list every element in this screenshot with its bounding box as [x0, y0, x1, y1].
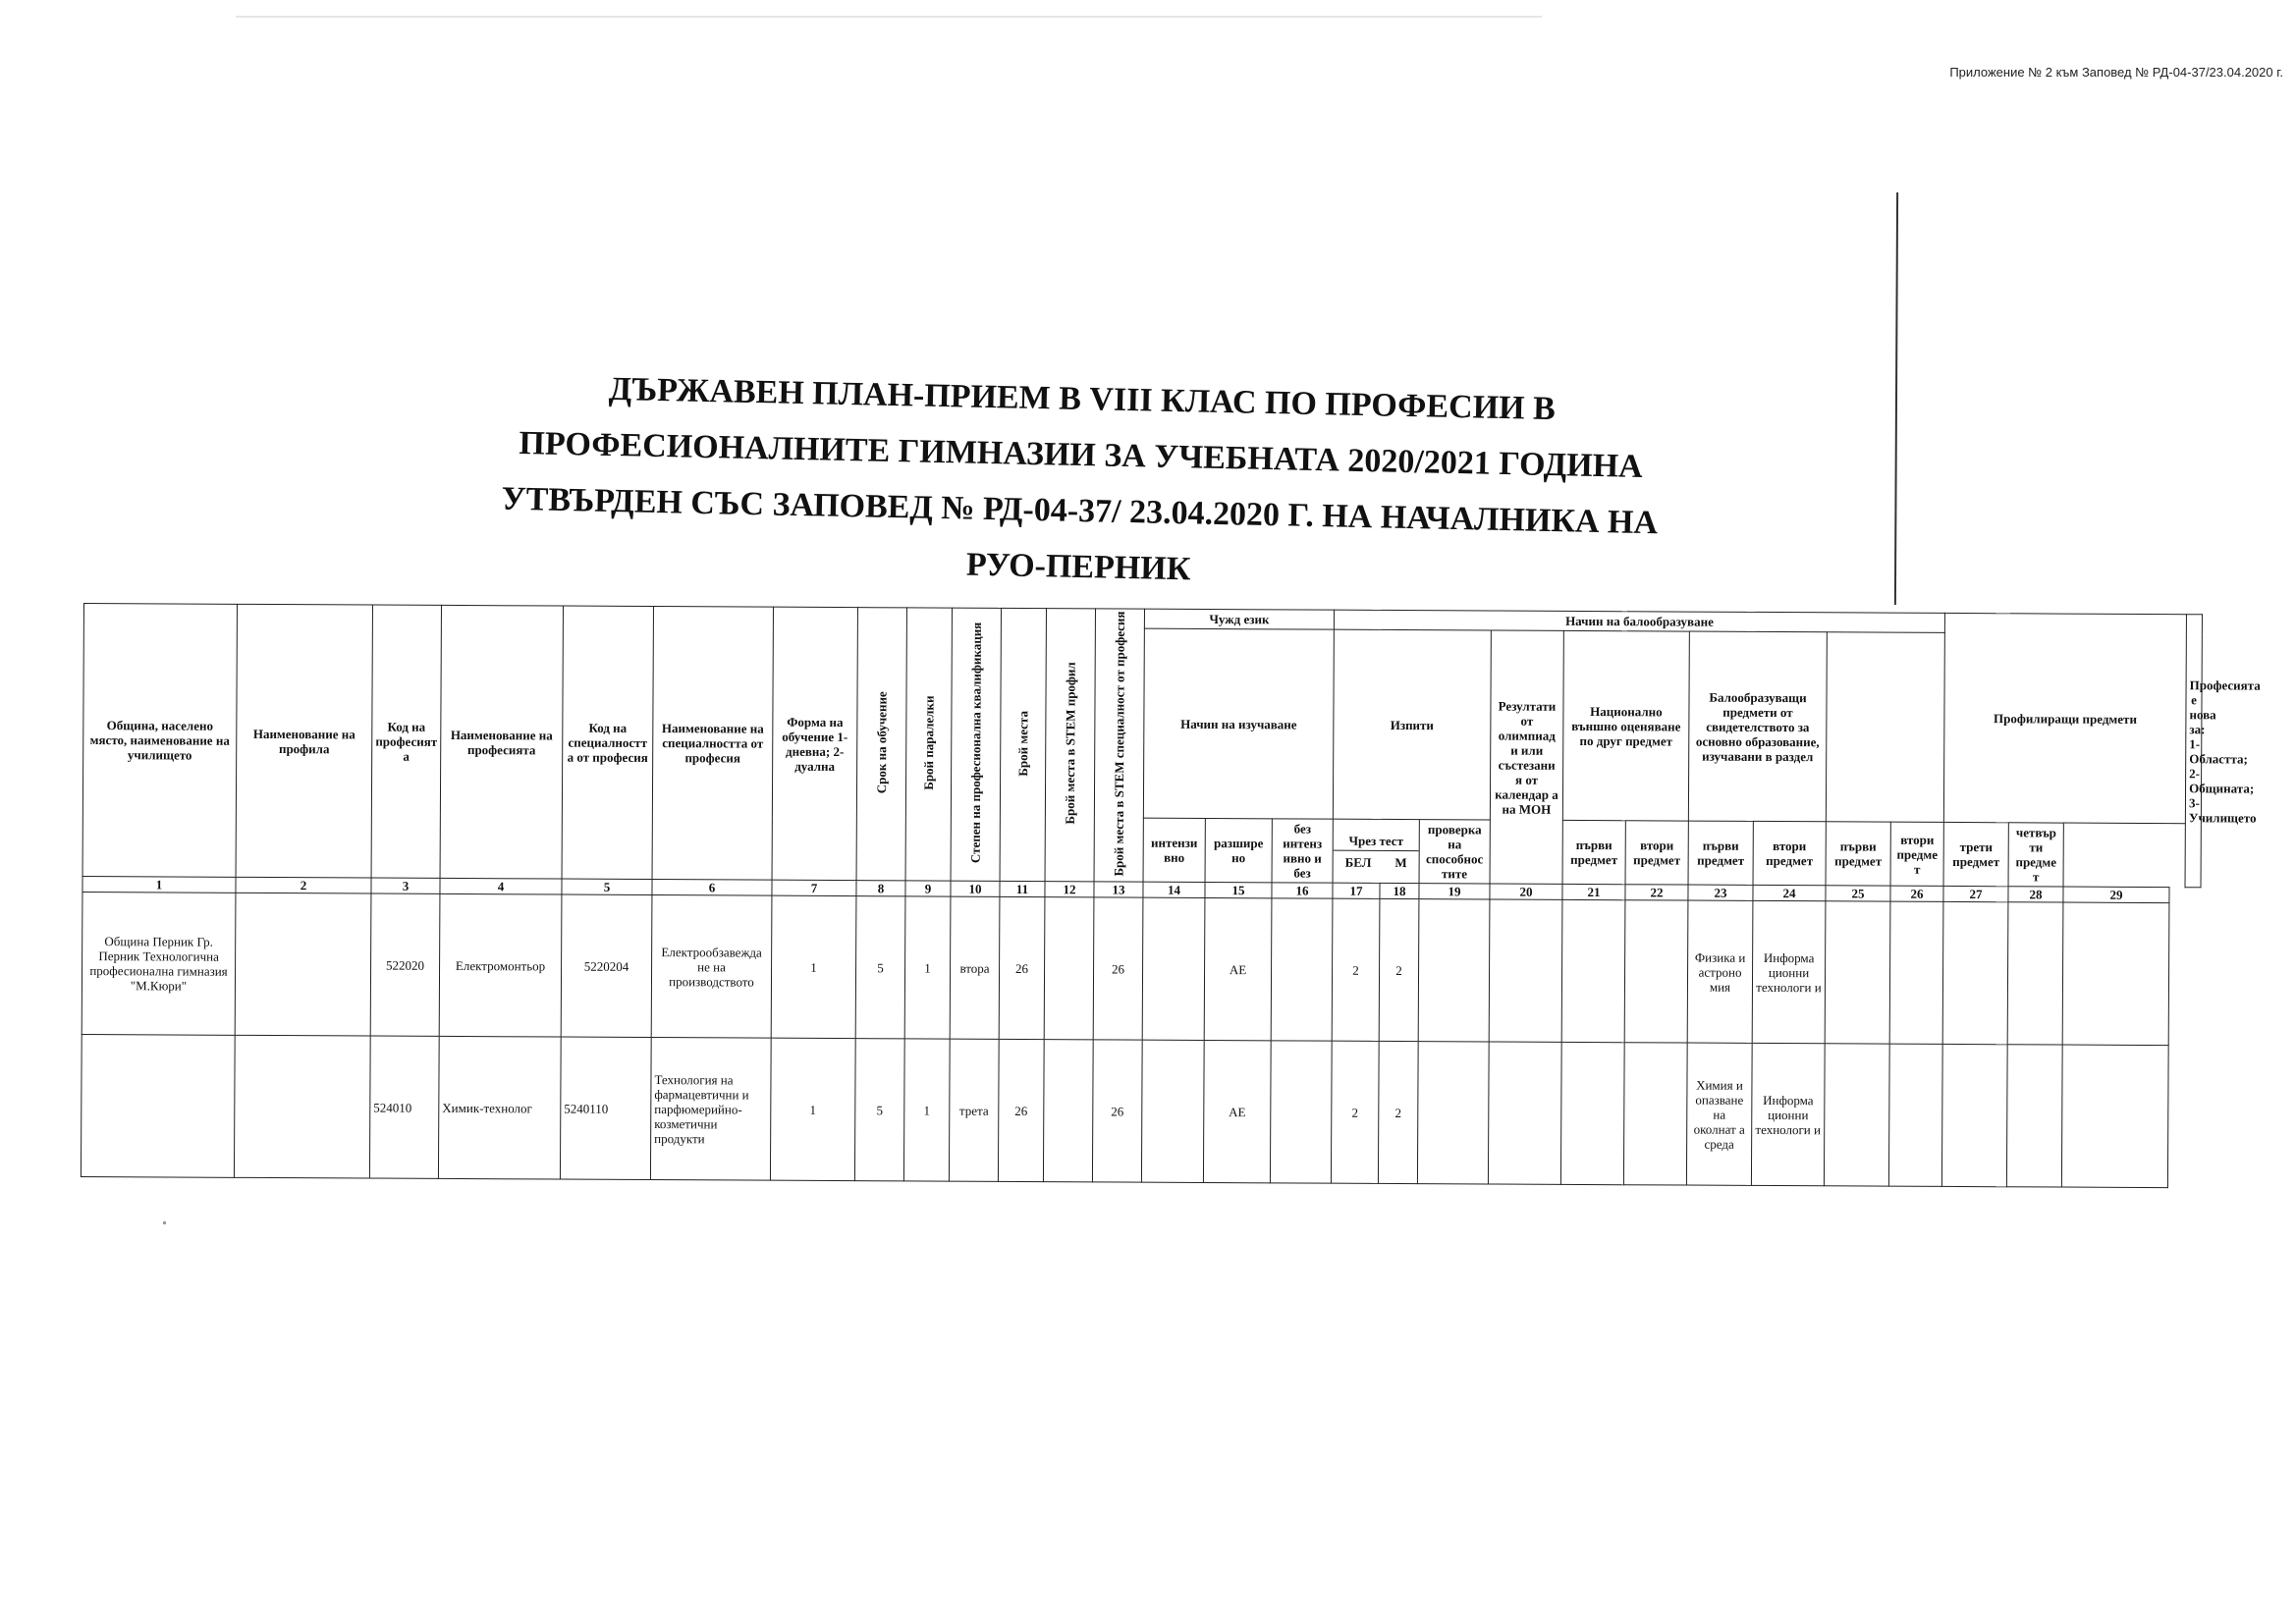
col-num: 12 [1045, 882, 1094, 897]
cell-term: 5 [855, 896, 905, 1039]
col-num: 14 [1143, 882, 1205, 897]
cell-nvo-second [1624, 900, 1688, 1043]
col-num: 6 [652, 880, 772, 896]
col-num: 21 [1562, 884, 1625, 899]
col-num: 29 [2063, 887, 2169, 903]
col-num: 25 [1826, 886, 1890, 901]
header-profession-name: Наименование на професията [440, 605, 563, 879]
header-cert-second: втори предмет [1753, 821, 1826, 885]
cell-stem-profile [1043, 1040, 1093, 1182]
cell-nvo-first [1560, 1042, 1624, 1184]
cell-term: 5 [854, 1039, 904, 1181]
header-nvo: Национално външно оценяване по друг предмет [1562, 630, 1689, 821]
header-specialty-code: Код на специалностт а от професия [562, 606, 653, 879]
cell-specialty-name: Електрообзавежда не на производството [651, 895, 772, 1039]
header-bel: БЕЛ [1344, 854, 1372, 870]
cell-new-for [2062, 902, 2169, 1046]
cell-degree: втора [950, 896, 1000, 1039]
col-num: 15 [1205, 882, 1272, 897]
col-num: 17 [1333, 883, 1380, 898]
cell-extended: АЕ [1203, 1040, 1271, 1182]
cell-cert-first: Химия и опазване на околнат а среда [1686, 1043, 1752, 1185]
document-title [410, 357, 1750, 609]
cell-profiling-second [1889, 901, 1943, 1044]
header-profiling-second: втори предме т [1890, 822, 1943, 886]
col-num: 8 [856, 881, 905, 896]
scan-speck [163, 1221, 166, 1224]
col-num: 4 [440, 878, 562, 894]
cell-profession-name: Химик-технолог [438, 1036, 561, 1179]
cell-ability [1418, 899, 1490, 1042]
annex-reference: Приложение № 2 към Заповед № РД-04-37/23.04.2020 г. [1949, 65, 2283, 80]
cell-profession-name: Електромонтьор [439, 893, 562, 1037]
col-num: 20 [1490, 884, 1562, 899]
col-num: 2 [236, 877, 371, 893]
header-nvo-first: първи предмет [1562, 820, 1625, 884]
header-profiling-fourth: четвър ти предме т [2008, 823, 2063, 887]
header-by-test-label: Чрез тест [1348, 833, 1404, 848]
header-profile: Наименование на профила [236, 604, 372, 878]
title-line-1: ДЪРЖАВЕН ПЛАН-ПРИЕМ В VIII КЛАС ПО ПРОФЕСИИ В [608, 370, 1557, 428]
col-num: 5 [562, 879, 652, 894]
cell-degree: трета [949, 1039, 999, 1181]
cell-math: 2 [1378, 1041, 1418, 1183]
header-without-intensive: без интенз ивно и без [1272, 819, 1333, 883]
col-num: 24 [1753, 885, 1826, 900]
cell-intensive [1142, 897, 1205, 1040]
cell-profile [235, 893, 371, 1036]
header-intensive: интензи вно [1143, 818, 1205, 882]
col-num: 3 [371, 878, 440, 893]
cell-without [1270, 1041, 1332, 1183]
header-class-count: Брой паралелки [905, 608, 952, 881]
cell-classes: 1 [903, 1039, 950, 1181]
header-by-test [1333, 819, 1419, 883]
admission-plan-table [81, 603, 2261, 1188]
cell-stem-spec: 26 [1092, 1040, 1142, 1182]
header-exams: Изпити [1333, 629, 1491, 820]
cell-ability [1417, 1042, 1489, 1184]
cell-profile [234, 1035, 370, 1178]
header-qualification-degree: Степен на професионална квалификация [951, 608, 1001, 881]
header-olympiad-results: Резултати от олимпиад и или състезани я от календар а на МОН [1490, 630, 1563, 884]
cell-math: 2 [1379, 898, 1419, 1041]
cell-new-for [2062, 1045, 2169, 1188]
cell-stem-spec: 26 [1093, 897, 1143, 1040]
cell-profiling-third [1942, 901, 2008, 1044]
col-num: 18 [1380, 883, 1419, 898]
header-certificate-subjects: Балообразуващи предмети от свидетелството за основно образование, изучавани в раздел [1688, 631, 1827, 822]
header-extended: разшире но [1205, 818, 1272, 882]
header-row-1 [83, 604, 2202, 634]
header-stem-profile-places: Брой места в STEM профил [1045, 609, 1095, 882]
col-num: 10 [951, 881, 1000, 896]
header-scoring-method: Начин на балообразуване [1334, 610, 1944, 632]
cell-places: 26 [998, 1039, 1044, 1181]
cell-bel: 2 [1331, 1041, 1379, 1183]
cell-cert-second: Информа ционни технологи и [1751, 1043, 1825, 1185]
col-num: 23 [1688, 885, 1753, 900]
cell-profiling-fourth [2007, 902, 2063, 1045]
header-ability-test: проверка на способнос тите [1419, 820, 1490, 884]
header-study-mode: Начин на изучаване [1143, 628, 1334, 819]
col-num: 11 [1000, 881, 1045, 896]
cell-cert-second: Информа ционни технологи и [1752, 900, 1826, 1043]
cell-stem-profile [1044, 897, 1094, 1040]
cell-profiling-second [1888, 1044, 1942, 1186]
header-nvo-second: втори предмет [1625, 821, 1688, 885]
cell-form: 1 [770, 1038, 855, 1180]
scan-vertical-line [1894, 192, 1898, 605]
cell-specialty-code: 5220204 [561, 894, 652, 1037]
col-num: 28 [2008, 887, 2063, 902]
title-line-3: УТВЪРДЕН СЪС ЗАПОВЕД № РД-04-37/ 23.04.2020 Г. НА НАЧАЛНИКА НА [501, 480, 1659, 542]
cell-without [1271, 898, 1333, 1041]
header-places: Брой места [1000, 608, 1046, 881]
header-profiling-third: трети предмет [1943, 822, 2008, 886]
cell-profiling-first [1825, 901, 1890, 1044]
header-specialty-name: Наименование на специалността от професия [652, 607, 773, 881]
col-num: 13 [1094, 882, 1143, 897]
cell-olympiad [1489, 899, 1562, 1042]
header-stem-specialty-places: Брой места в STEM специалност от професия [1094, 609, 1144, 882]
header-study-term: Срок на обучение [856, 608, 906, 881]
header-profiling-subjects: Профилиращи предмети [1943, 613, 2186, 823]
cell-bel: 2 [1332, 898, 1380, 1041]
header-math: М [1394, 854, 1407, 870]
header-new-profession: Професията е нова за: 1- Областта; 2-Общината; 3-Училището [2185, 615, 2202, 888]
cell-intensive [1141, 1040, 1204, 1182]
col-num: 27 [1943, 886, 2008, 901]
cell-profiling-third [1942, 1044, 2008, 1186]
header-profiling-first: първи предмет [1826, 822, 1890, 886]
cell-profiling-fourth [2007, 1045, 2063, 1187]
header-study-form: Форма на обучение 1-дневна; 2-дуална [772, 607, 857, 880]
table-row [82, 892, 2201, 1045]
cell-olympiad [1488, 1042, 1561, 1184]
cell-specialty-name: Технология на фармацевтични и парфюмерийно-козметични продукти [650, 1038, 771, 1181]
col-num: 22 [1625, 885, 1688, 900]
cell-classes: 1 [904, 896, 951, 1039]
cell-places: 26 [999, 896, 1045, 1039]
cell-cert-first: Физика и астроно мия [1687, 900, 1753, 1043]
title-line-4: РУО-ПЕРНИК [965, 546, 1191, 588]
header-cert-first: първи предмет [1688, 821, 1753, 885]
cell-school [81, 1034, 235, 1177]
col-num: 26 [1890, 886, 1943, 901]
scan-top-edge [236, 16, 1542, 18]
cell-nvo-second [1623, 1043, 1687, 1185]
cell-school: Община Перник Гр. Перник Технологична професионална гимназия "М.Кюри" [82, 892, 236, 1035]
col-num: 19 [1419, 884, 1490, 899]
cell-profession-code: 522020 [370, 893, 440, 1036]
header-school: Община, населено място, наименование на училището [82, 604, 237, 878]
col-num: 9 [905, 881, 951, 896]
col-num: 7 [772, 880, 856, 895]
cell-form: 1 [771, 895, 856, 1038]
col-num: 16 [1272, 883, 1333, 898]
cell-profiling-first [1824, 1044, 1889, 1186]
cell-specialty-code: 5240110 [560, 1037, 651, 1179]
header-foreign-language: Чужд език [1144, 609, 1334, 629]
header-profession-code: Код на професият а [371, 605, 441, 878]
cell-profession-code: 524010 [369, 1036, 439, 1178]
cell-extended: АЕ [1204, 897, 1272, 1040]
col-num: 1 [82, 876, 236, 893]
cell-nvo-first [1561, 899, 1625, 1042]
table-row [81, 1034, 2200, 1187]
title-line-2: ПРОФЕСИОНАЛНИТЕ ГИМНАЗИИ ЗА УЧЕБНАТА 2020/2021 ГОДИНА [519, 425, 1644, 485]
